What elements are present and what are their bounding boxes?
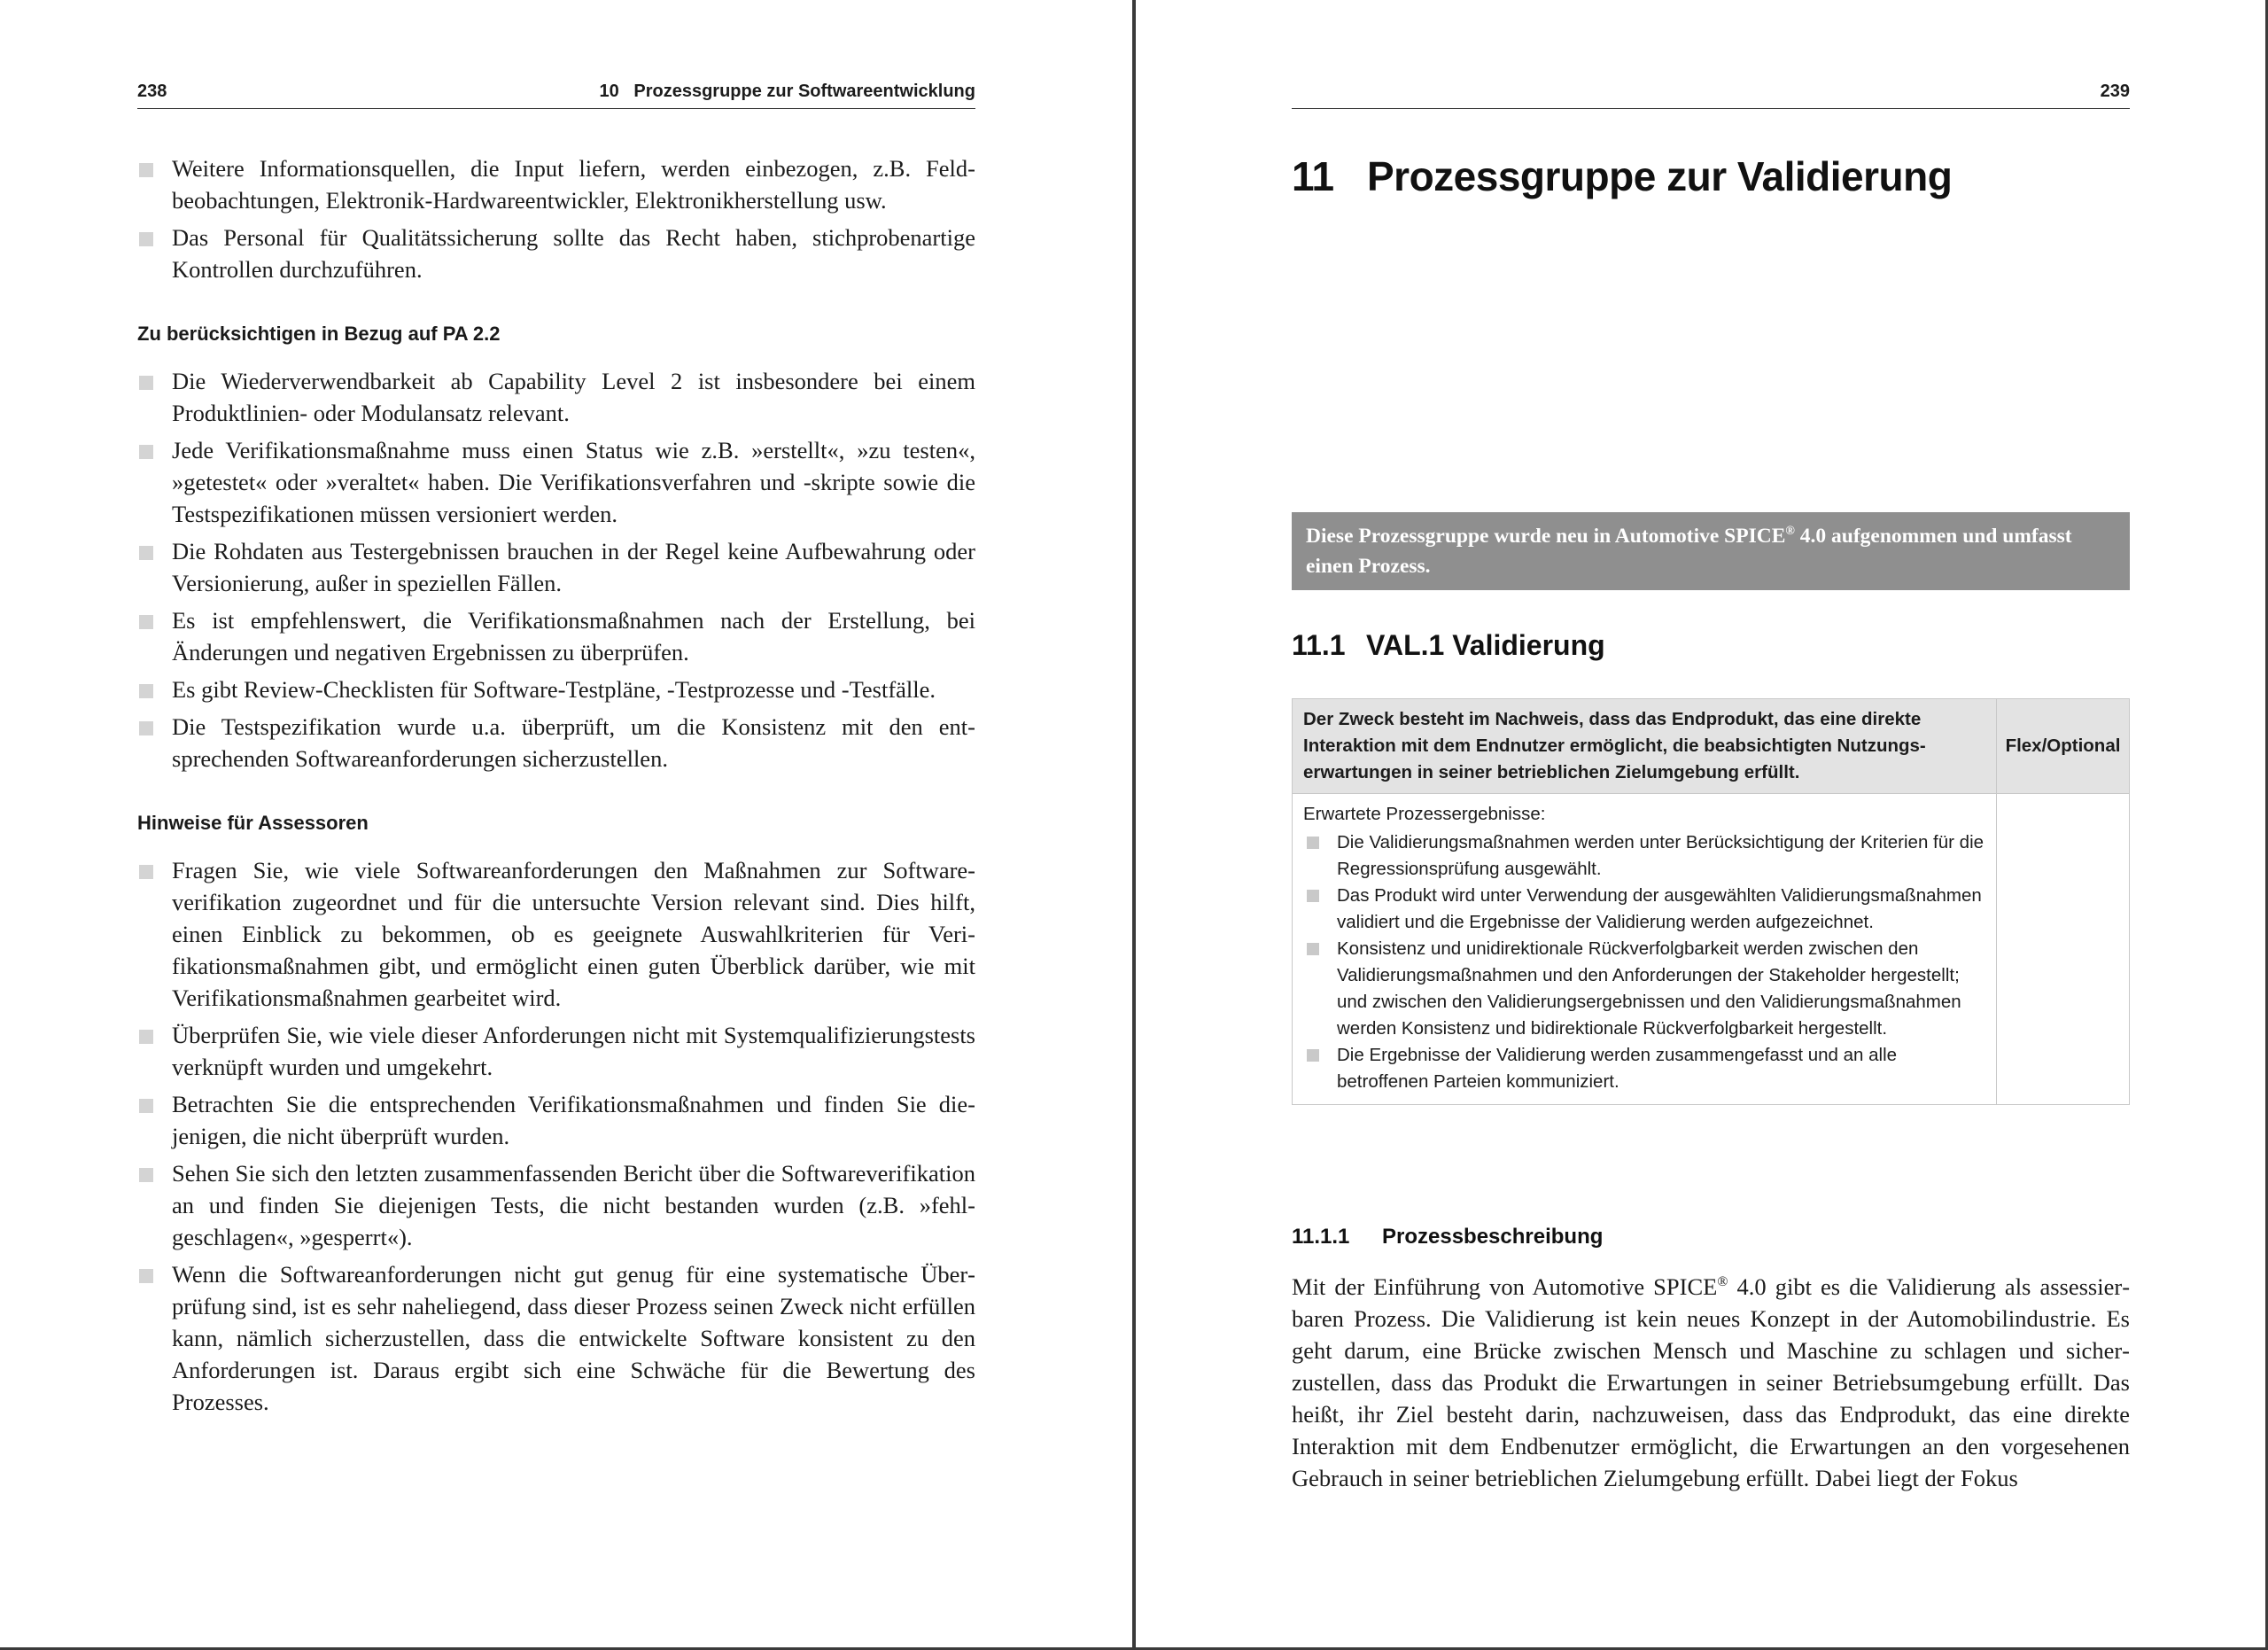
list-item: Die Testspezifikation wurde u.a. überprüft, um die Konsistenz mit den entsprechenden Softwareanforderungen sicherzustellen. [137,711,975,774]
square-bullet-icon [139,1269,153,1283]
subsection-number: 11.1.1 [1292,1225,1350,1249]
section-title-text: VAL.1 Validierung [1366,629,1605,661]
square-bullet-icon [1307,837,1319,849]
outcomes-list [1303,829,1985,1095]
purpose-cell: Der Zweck besteht im Nachweis, dass das Endprodukt, das eine direkte Interaktion mit dem Endnutzer ermöglicht, die beabsichtigten Nutzungserwartungen in seiner betrieblichen Zielumgebung erfüllt. [1293,699,1997,794]
heading-pa22: Zu berücksichtigen in Bezug auf PA 2.2 [137,323,501,345]
list-item: Überprüfen Sie, wie viele dieser Anforderungen nicht mit Systemqualifizierungstests verknüpft wurden und umgekehrt. [137,1019,975,1083]
square-bullet-icon [139,865,153,879]
chapter-title [1292,152,1952,200]
outcomes-cell [1293,794,1997,1105]
section-title [1292,629,1605,662]
left-page-content [137,152,975,1423]
square-bullet-icon [139,721,153,735]
intro-bullet-list [137,152,975,285]
page-number-left: 238 [137,82,167,101]
square-bullet-icon [139,684,153,698]
list-item: Die Ergebnisse der Validierung werden zusammengefasst und an alle betroffenen Parteien kommuniziert. [1303,1042,1985,1095]
empty-cell [1997,794,2130,1105]
square-bullet-icon [139,376,153,390]
running-head-right [1292,78,2130,109]
list-item: Es ist empfehlenswert, die Verifikationsmaßnahmen nach der Erstellung, bei Änderungen und negativen Ergebnissen zu überprüfen. [137,604,975,668]
table-row [1293,794,2130,1105]
list-item: Wenn die Softwareanforderungen nicht gut genug für eine systematische Überprüfung sind, ist es sehr naheliegend, dass dieser Prozess seinen Zweck nicht erfüllen kann, nämlich sicherzustellen, dass die entwickelte Software konsistent zu den Anforderungen ist. Daraus ergibt sich eine Schwäche für die Bewertung des Prozesses. [137,1258,975,1418]
square-bullet-icon [139,546,153,560]
square-bullet-icon [139,232,153,246]
square-bullet-icon [139,1030,153,1044]
list-item: Das Personal für Qualitätssicherung sollte das Recht haben, stichprobenartige Kontrollen durchzuführen. [137,222,975,285]
square-bullet-icon [139,1168,153,1182]
table-row [1293,699,2130,794]
running-title-left: 10 Prozessgruppe zur Softwareentwicklung [599,82,975,101]
chapter-number: 11 [1292,153,1334,199]
right-page [1136,0,2268,1650]
subsection-title-text: Prozessbeschreibung [1382,1225,1604,1249]
heading-assessors: Hinweise für Assessoren [137,812,369,834]
page-number-right: 239 [2100,82,2130,101]
info-box: Diese Prozessgruppe wurde neu in Automotive SPICE® 4.0 aufgenommen und umfasst einen Prozess. [1292,512,2130,590]
outcomes-label: Erwartete Prozessergebnisse: [1303,804,1546,824]
list-item: Betrachten Sie die entsprechenden Verifikationsmaßnahmen und finden Sie diejenigen, die nicht überprüft wurden. [137,1088,975,1152]
process-description: Mit der Einführung von Automotive SPICE® 4.0 gibt es die Validierung als assessierbaren Prozess. Die Validierung ist kein neues Konzept in der Automobilindustrie. Es geht darum, eine Brücke zwischen Mensch und Maschine zu schlagen und sicherzustellen, dass das Produkt die Erwartungen in seiner Betriebsumgebung erfüllt. Das heißt, ihr Ziel besteht darin, nachzuweisen, dass das Endprodukt, das eine direkte Interaktion mit dem Endbenutzer ermöglicht, die Erwartungen an den vorgesehenen Gebrauch in seiner betrieblichen Zielumgebung erfüllt. Dabei liegt der Fokus [1292,1273,2131,1491]
purpose-table [1292,698,2130,1105]
list-item: Die Rohdaten aus Testergebnissen brauchen in der Regel keine Aufbewahrung oder Versionierung, außer in speziellen Fällen. [137,535,975,599]
flex-optional-cell: Flex/Optional [1997,699,2130,794]
list-item: Weitere Informationsquellen, die Input liefern, werden einbezogen, z.B. Feldbeobachtungen, Elektronik-Hardwareentwickler, Elektronikherstellung usw. [137,152,975,216]
square-bullet-icon [139,445,153,459]
subsection-title [1292,1225,1603,1249]
assessors-bullet-list [137,854,975,1418]
section-number: 11.1 [1292,629,1346,661]
list-item: Das Produkt wird unter Verwendung der ausgewählten Validierungsmaßnahmen validiert und die Ergebnisse der Validierung werden aufgezeichnet. [1303,883,1985,936]
square-bullet-icon [1307,1049,1319,1062]
list-item: Die Validierungsmaßnahmen werden unter Berücksichtigung der Kriterien für die Regressionsprüfung ausgewählt. [1303,829,1985,883]
list-item: Konsistenz und unidirektionale Rückverfolgbarkeit werden zwischen den Validierungsmaßnahmen und den Anforderungen der Stakeholder hergestellt; und zwischen den Validierungsergebnissen und den Validierungsmaßnahmen werden Konsistenz und bidirektionale Rückverfolgbarkeit hergestellt. [1303,936,1985,1042]
list-item: Sehen Sie sich den letzten zusammenfassenden Bericht über die Softwareverifikation an und finden Sie diejenigen Tests, die nicht bestanden wurden (z.B. »fehlgeschlagen«, »gesperrt«). [137,1157,975,1253]
pa22-bullet-list [137,365,975,774]
list-item: Die Wiederverwendbarkeit ab Capability Level 2 ist insbesondere bei einem Produktlinien- oder Modulansatz relevant. [137,365,975,429]
chapter-title-text: Prozessgruppe zur Validierung [1367,153,1953,199]
list-item: Es gibt Review-Checklisten für Software-Testpläne, -Testprozesse und -Testfälle. [137,673,975,705]
square-bullet-icon [139,1099,153,1113]
square-bullet-icon [139,163,153,177]
list-item: Fragen Sie, wie viele Softwareanforderungen den Maßnahmen zur Softwareverifikation zugeordnet und für die untersuchte Version relevant sind. Dies hilft, einen Einblick zu bekommen, ob es geeignete Auswahlkriterien für Verifikationsmaßnahmen gibt, und ermöglicht einen guten Überblick darüber, wie mit Verifikationsmaßnahmen gearbeitet wird. [137,854,975,1014]
square-bullet-icon [1307,890,1319,902]
running-head-left [137,78,975,109]
left-page [0,0,1132,1650]
list-item: Jede Verifikationsmaßnahme muss einen Status wie z.B. »erstellt«, »zu testen«, »getestet« oder »veraltet« haben. Die Verifikationsverfahren und -skripte sowie die Testspezifikationen müssen versioniert werden. [137,434,975,530]
square-bullet-icon [1307,943,1319,955]
square-bullet-icon [139,615,153,629]
